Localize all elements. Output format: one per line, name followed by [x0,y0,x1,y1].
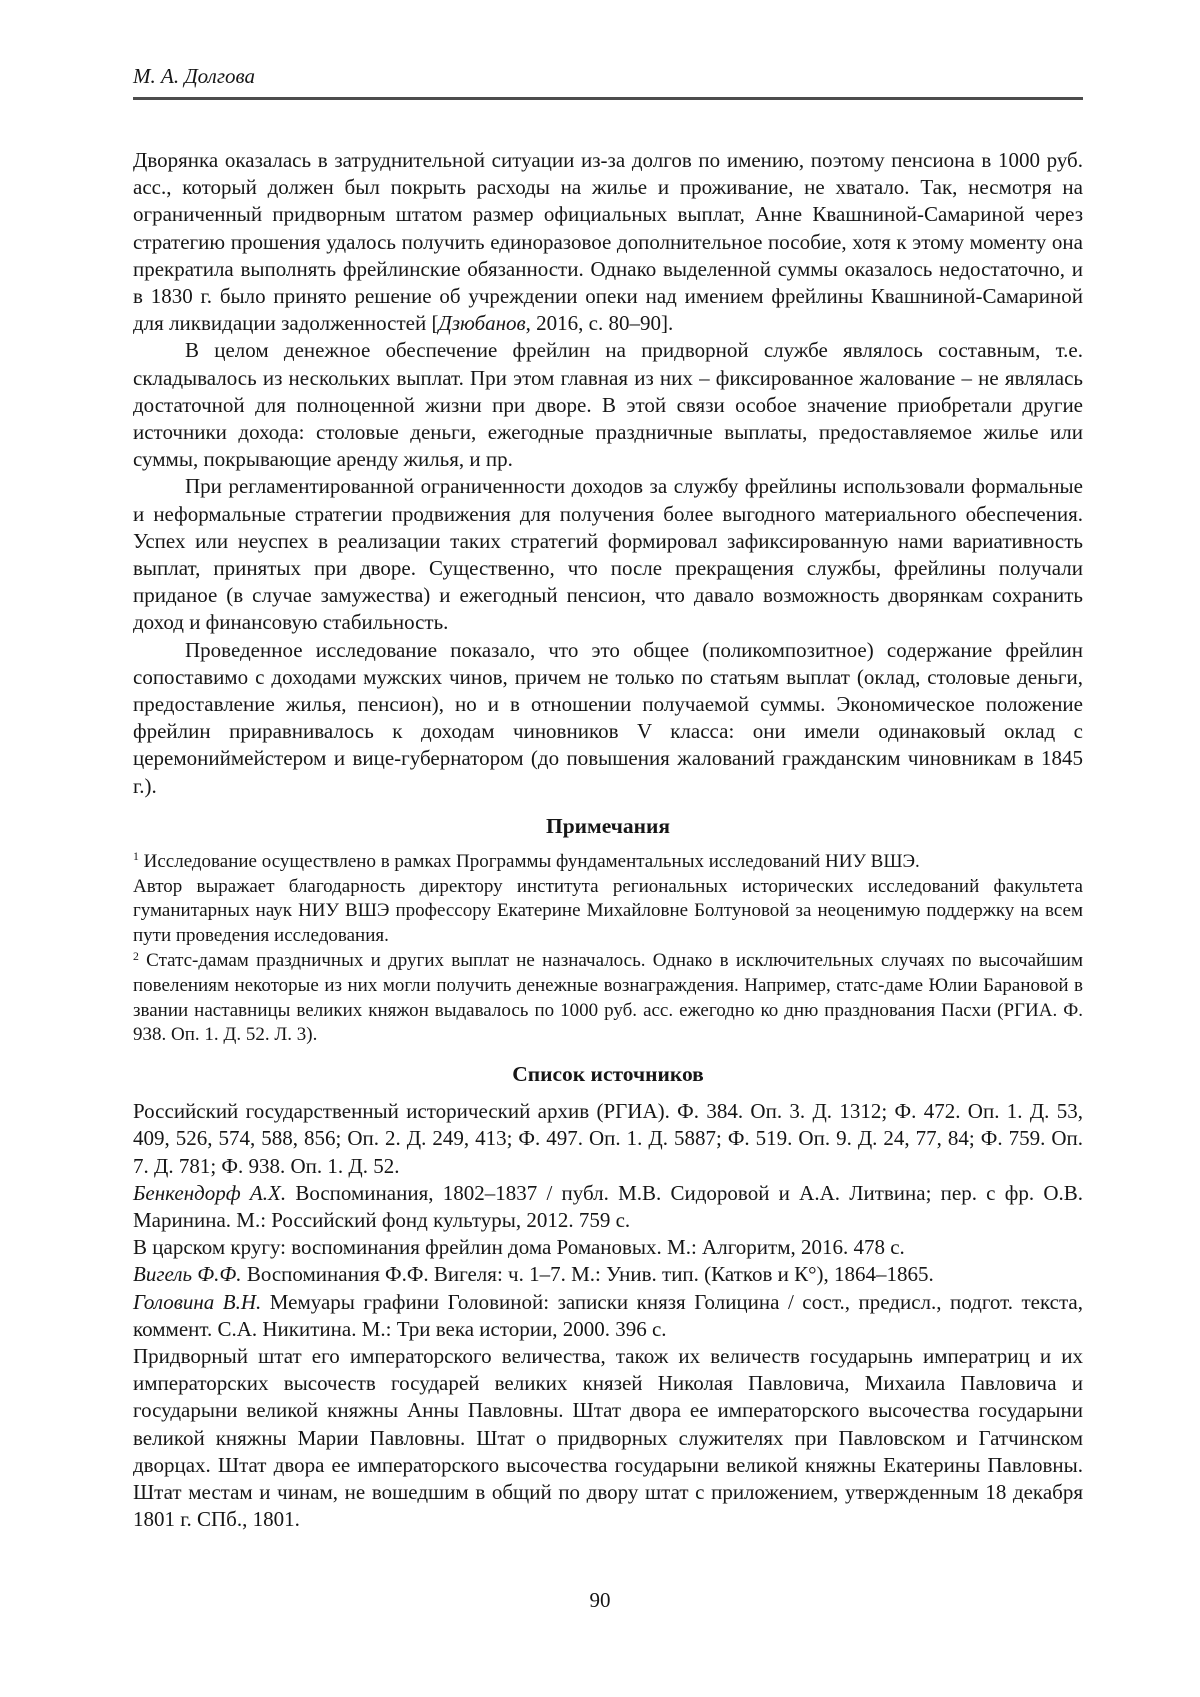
source-item-1: Российский государственный исторический архив (РГИА). Ф. 384. Оп. 3. Д. 1312; Ф. 472. Оп. 1. Д. 53, 409, 526, 574, 588, 856; Оп. 2. Д. 249, 413; Ф. 497. Оп. 1. Д. 5887; Ф. 519. Оп. 9. Д. 24, 77, 84; Ф. 759. Оп. 7. Д. 781; Ф. 938. Оп. 1. Д. 52. [133,1099,1083,1178]
paragraph-4: Проведенное исследование показало, что это общее (поликомпозитное) содержание фрейлин сопоставимо с доходами мужских чинов, причем не только по статьям выплат (оклад, столовые деньги, предоставление жилья, пенсион), но и в отношении получаемой суммы. Экономическое положение фрейлин приравнивалось к доходам чиновников V класса: они имели одинаковый оклад с церемониймейстером и вице-губернатором (до повышения жалований гражданским чиновникам в 1845 г.). [133,637,1083,798]
source-item-4: Вигель Ф.Ф. Воспоминания Ф.Ф. Вигеля: ч. 1–7. М.: Унив. тип. (Катков и К°), 1864–1865. [133,1262,934,1287]
paragraph-1: Дворянка оказалась в затруднительной ситуации из-за долгов по имению, поэтому пенсиона в 1000 руб. асс., который должен был покрыть расходы на жилье и проживание, не хватало. Так, несмотря на ограниченный придворным штатом размер официальных выплат, Анне Квашниной-Самариной через стратегию прошения удалось получить единоразовое дополнительное пособие, хотя к этому моменту она прекратила выполнять фрейлинские обязанности. Однако выделенной суммы оказалось недостаточно, и в 1830 г. было принято решение об учреждении опеки над имением фрейлины Квашниной-Самариной для ликвидации задолженностей [Дзюбанов, 2016, с. 80–90]. [133,148,1083,336]
text-column [133,0,1083,1534]
source-item-2: Бенкендорф А.Х. Воспоминания, 1802–1837 / публ. М.В. Сидоровой и А.А. Литвина; пер. с фр. О.В. Маринина. М.: Российский фонд культуры, 2012. 759 с. [133,1180,1083,1233]
sources-section [133,1098,1083,1533]
running-head-author: М. А. Долгова [133,64,255,88]
source-item-5: Головина В.Н. Мемуары графини Головиной: записки князя Голицина / сост., предисл., подгот. текста, коммент. С.А. Никитина. М.: Три века истории, 2000. 396 с. [133,1289,1083,1341]
header-rule [133,97,1083,100]
footnote-2: $^2$ Статс-дамам праздничных и других выплат не назначалось. Однако в исключительных случаях по высочайшим повелениям некоторые из них могли получить денежные вознаграждения. Например, статс-даме Юлии Барановой в звании наставницы великих княжон выдавалось по 1000 руб. асс. ежегодно ко дню празднования Пасхи (РГИА. Ф. 938. Оп. 1. Д. 52. Л. 3). [133,949,1083,1046]
sources-heading: Список источников [512,1062,704,1087]
source-item-6: Придворный штат его императорского величества, також их величеств государынь императриц и их императорских высочеств государей великих князей Николая Павловича, Михаила Павловича и государыни великой княжны Анны Павловны. Штат двора ее императорского высочества государыни великой княжны Марии Павловны. Штат о придворных служителях при Павловском и Гатчинском дворцах. Штат двора ее императорского высочества государыни великой княжны Екатерины Павловны. Штат местам и чинам, не вошедшим в общий по двору штат с приложением, утвержденным 18 декабря 1801 г. СПб., 1801. [133,1344,1083,1532]
paragraph-2: В целом денежное обеспечение фрейлин на придворной службе являлось составным, т.е. складывалось из нескольких выплат. При этом главная из них – фиксированное жалование – не являлась достаточной для полноценной жизни при дворе. В этой связи особое значение приобретали другие источники дохода: столовые деньги, ежегодные праздничные выплаты, предоставляемое жилье или суммы, покрывающие аренду жилья, и пр. [133,338,1083,472]
footnote-1: $^1$ Исследование осуществлено в рамках Программы фундаментальных исследований НИУ ВШЭ. [133,850,920,872]
source-item-3: В царском кругу: воспоминания фрейлин дома Романовых. М.: Алгоритм, 2016. 478 с. [133,1235,905,1260]
footnote-1-continuation: Автор выражает благодарность директору института региональных исторических исследований факультета гуманитарных наук НИУ ВШЭ профессору Екатерине Михайловне Болтуновой за неоценимую поддержку на всем пути проведения исследования. [133,875,1083,947]
article-body [133,147,1083,800]
page-number: 90 [589,1588,611,1612]
paragraph-3: При регламентированной ограниченности доходов за службу фрейлины использовали формальные и неформальные стратегии продвижения для получения более выгодного материального обеспечения. Успех или неуспех в реализации таких стратегий формировал зафиксированную нами вариативность выплат, принятых при дворе. Существенно, что после прекращения службы, фрейлины получали приданое (в случае замужества) и ежегодный пенсион, что давало возможность дворянкам сохранить доход и финансовую стабильность. [133,474,1083,635]
notes-heading: Примечания [545,813,670,838]
notes-section [133,850,1083,1048]
